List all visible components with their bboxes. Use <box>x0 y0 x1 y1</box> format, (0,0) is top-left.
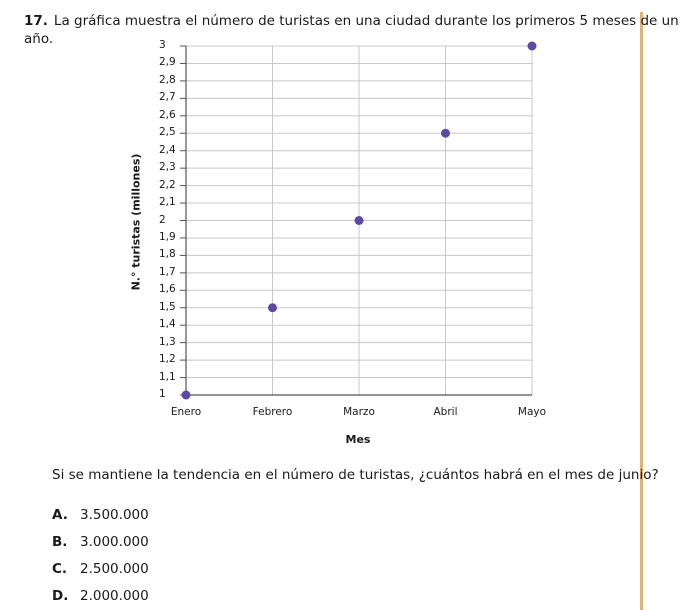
x-axis-label: Mes <box>345 433 371 446</box>
y-tick-label: 1,7 <box>159 265 176 278</box>
question-text: La gráfica muestra el número de turistas en una ciudad durante los primeros 5 meses de un año. <box>24 13 679 47</box>
y-tick-label: 2,7 <box>159 91 176 104</box>
x-tick-label: Febrero <box>252 406 293 418</box>
option-letter: A. <box>52 507 68 523</box>
y-tick-label: 1 <box>159 388 166 400</box>
data-point <box>528 42 537 51</box>
option-letter: D. <box>52 588 69 604</box>
option-letter: B. <box>52 534 68 550</box>
option-text: 3.500.000 <box>80 507 149 523</box>
y-tick-label: 2,1 <box>159 196 176 209</box>
data-point <box>441 129 450 138</box>
question-prompt: Si se mantiene la tendencia en el número de turistas, ¿cuántos habrá en el mes de junio? <box>52 467 659 483</box>
y-tick-label: 3 <box>159 39 166 51</box>
option-b[interactable] <box>52 533 149 551</box>
option-letter: C. <box>52 561 68 577</box>
y-tick-label: 1,6 <box>159 283 176 296</box>
option-c[interactable] <box>52 560 149 578</box>
y-tick-label: 1,3 <box>159 335 176 348</box>
option-text: 3.000.000 <box>80 534 149 550</box>
x-tick-label: Abril <box>433 406 458 418</box>
y-tick-label: 1,5 <box>159 300 176 313</box>
option-text: 2.000.000 <box>80 588 149 604</box>
y-tick-label: 1,8 <box>159 248 176 261</box>
y-tick-label: 2,9 <box>159 56 176 69</box>
x-tick-label: Mayo <box>517 406 547 418</box>
y-tick-label: 2,5 <box>159 126 176 139</box>
option-a[interactable] <box>52 506 149 524</box>
y-tick-label: 2,2 <box>159 178 176 191</box>
y-tick-label: 2 <box>159 213 166 226</box>
question-number: 17. <box>24 13 48 29</box>
y-tick-label: 2,4 <box>159 143 176 156</box>
x-tick-label: Enero <box>170 406 202 418</box>
y-tick-label: 1,4 <box>159 318 176 331</box>
data-point <box>268 303 277 312</box>
y-tick-label: 2,6 <box>159 108 176 121</box>
y-tick-label: 1,9 <box>159 230 176 243</box>
option-text: 2.500.000 <box>80 561 149 577</box>
y-tick-label: 1,1 <box>159 370 176 383</box>
option-d[interactable] <box>52 587 149 605</box>
y-tick-label: 2,3 <box>159 161 176 174</box>
x-tick-label: Marzo <box>343 406 375 418</box>
y-tick-label: 2,8 <box>159 73 176 86</box>
y-tick-label: 1,2 <box>159 353 176 366</box>
y-axis-label: N.° turistas (millones) <box>129 153 143 291</box>
data-point <box>355 216 364 225</box>
